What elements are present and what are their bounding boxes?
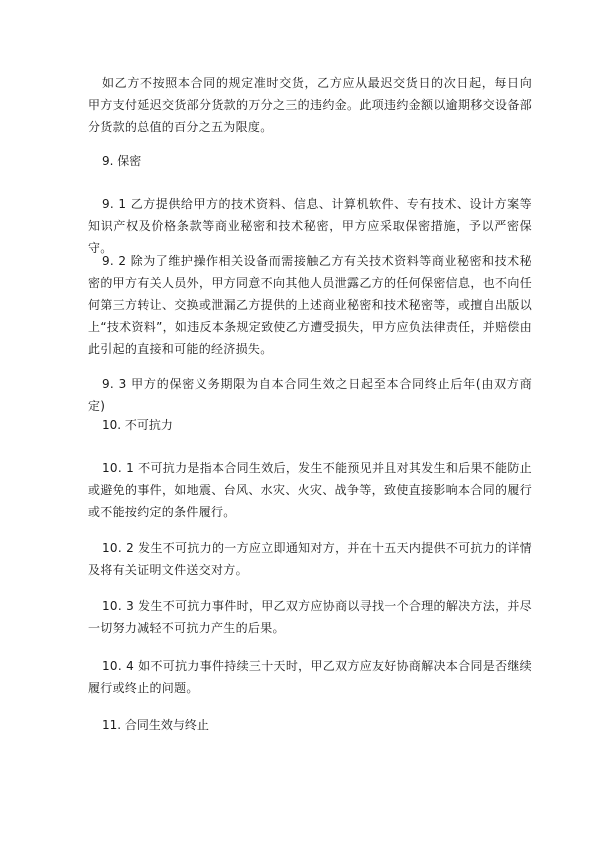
clause-9-3: 9. 3 甲方的保密义务期限为自本合同生效之日起至本合同终止后年(由双方商定) bbox=[88, 377, 532, 413]
section-heading-confidentiality: 9. 保密 bbox=[102, 154, 142, 168]
clause-10-3: 10. 3 发生不可抗力事件时，甲乙双方应协商以寻找一个合理的解决方法，并尽一切努力减轻不可抗力产生的后果。 bbox=[88, 599, 532, 635]
clause-10-1: 10. 1 不可抗力是指本合同生效后，发生不能预见并且对其发生和后果不能防止或避免的事件，如地震、台风、水灾、火灾、战争等，致使直接影响本合同的履行或不能按约定的条件履行。 bbox=[88, 461, 532, 519]
paragraph-late-delivery-penalty: 如乙方不按照本合同的规定准时交货，乙方应从最迟交货日的次日起，每日向甲方支付延迟交货部分货款的万分之三的违约金。此项违约金额以逾期移交设备部分货款的总值的百分之五为限度。 bbox=[88, 76, 532, 134]
section-heading-force-majeure: 10. 不可抗力 bbox=[102, 418, 173, 432]
section-heading-contract-effect-termination: 11. 合同生效与终止 bbox=[102, 718, 209, 732]
clause-10-2: 10. 2 发生不可抗力的一方应立即通知对方，并在十五天内提供不可抗力的详情及将有关证明文件送交对方。 bbox=[88, 541, 532, 577]
clause-9-2: 9. 2 除为了维护操作相关设备而需接触乙方有关技术资料等商业秘密和技术秘密的甲方有关人员外，甲方同意不向其他人员泄露乙方的任何保密信息，也不向任何第三方转让、交换或泄漏乙方提供的上述商业秘密和技术秘密等，或擅自出版以上“技术资料”，如违反本条规定致使乙方遭受损失，甲方应负法律责任，并赔偿由此引起的直接和可能的经济损失。 bbox=[88, 254, 532, 356]
clause-10-4: 10. 4 如不可抗力事件持续三十天时，甲乙双方应友好协商解决本合同是否继续履行或终止的问题。 bbox=[88, 659, 532, 695]
clause-9-1: 9. 1 乙方提供给甲方的技术资料、信息、计算机软件、专有技术、设计方案等知识产权及价格条款等商业秘密和技术秘密，甲方应采取保密措施，予以严密保守。 bbox=[88, 197, 532, 255]
